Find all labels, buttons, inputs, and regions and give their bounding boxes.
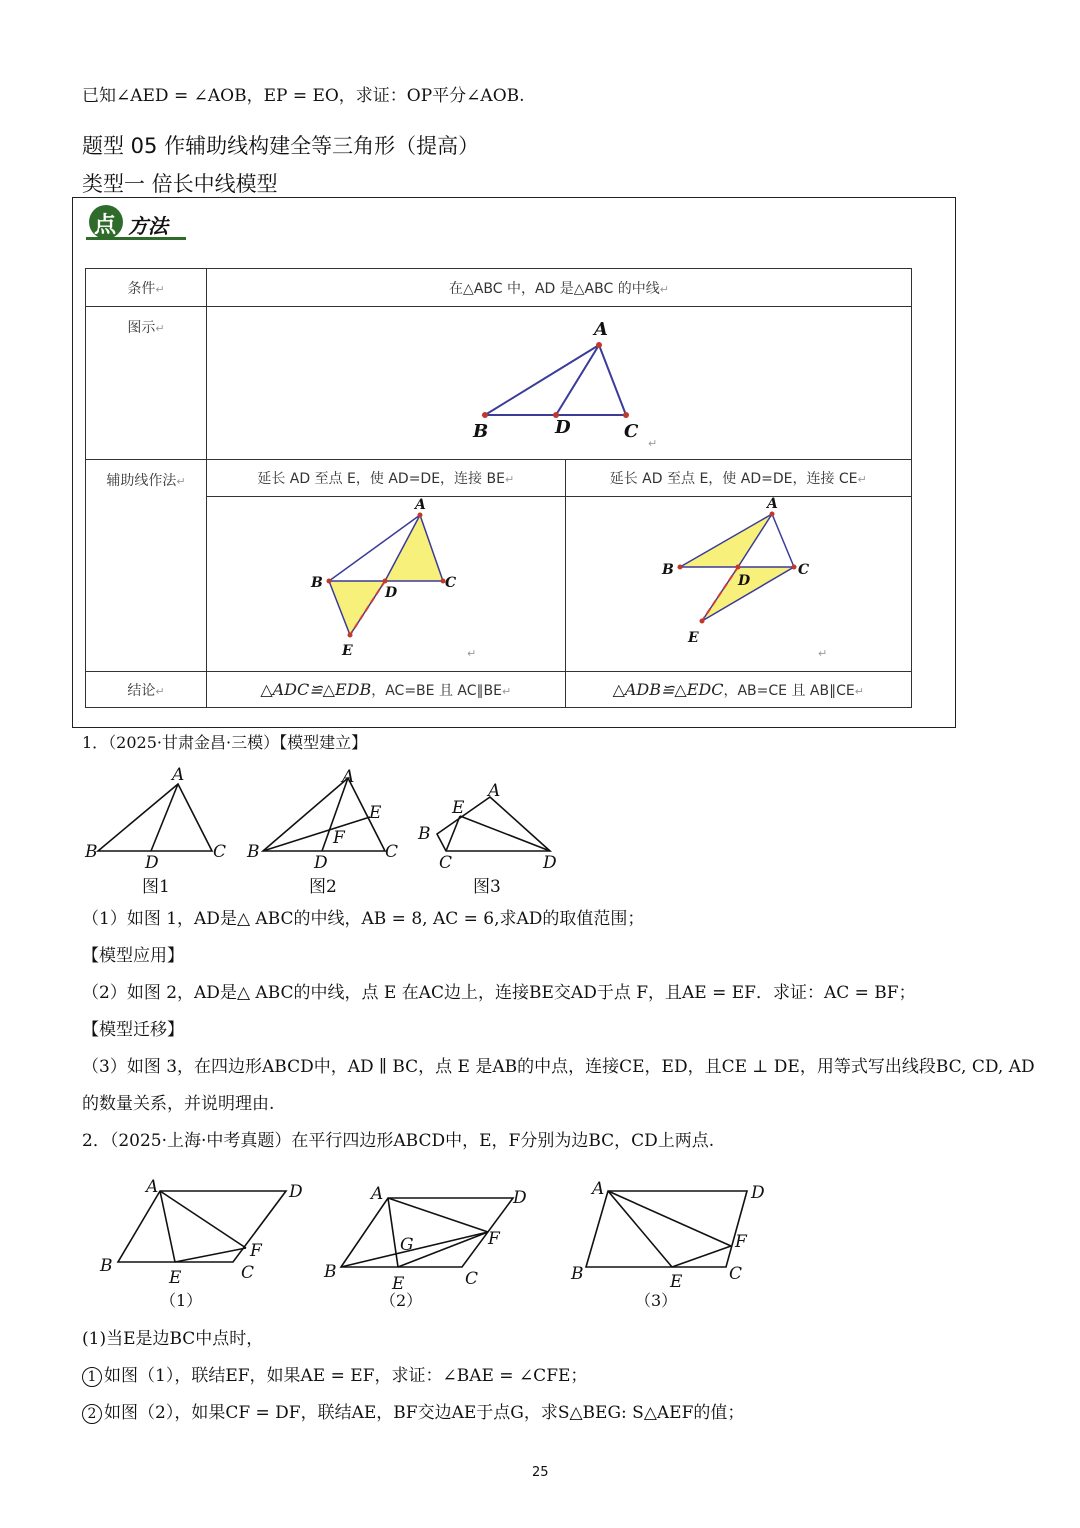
label-D: D — [543, 853, 557, 873]
row-label-figure: 图示↵ — [86, 307, 207, 460]
label-C: C — [385, 842, 399, 862]
conclusion-right: △ADB≌△EDC，AB=CE 且 AB∥CE↵ — [565, 672, 912, 708]
label-E: E — [169, 1268, 182, 1288]
q2-part1: (1)当E是边BC中点时， — [82, 1329, 264, 1349]
q1-part3-line2: 的数量关系，并说明理由. — [82, 1094, 275, 1114]
q1-figures — [80, 764, 570, 899]
figure-cell — [207, 307, 912, 460]
label-E: E — [392, 1274, 405, 1294]
label-D: D — [385, 585, 398, 601]
fig-caption: （2） — [380, 1291, 423, 1310]
fig-caption: 图1 — [142, 877, 170, 897]
label-A: A — [172, 765, 185, 785]
label-B: B — [418, 824, 431, 844]
q2-sub2: 2 如图（2），如果CF = DF，联结AE，BF交边AE于点G，求S△BEG: S△AEF的值； — [82, 1404, 744, 1424]
label-A: A — [371, 1184, 384, 1204]
label-G: G — [400, 1235, 414, 1255]
method-badge — [86, 203, 188, 243]
label-A: A — [146, 1177, 159, 1197]
aux-right-text: 延长 AD 至点 E，使 AD=DE，连接 CE↵ — [565, 460, 912, 497]
label-E: E — [342, 643, 353, 659]
q1-model-apply: 【模型应用】 — [82, 946, 184, 966]
label-E: E — [369, 803, 382, 823]
method-table — [85, 268, 912, 708]
label-D: D — [145, 853, 159, 873]
label-D: D — [289, 1182, 303, 1202]
label-A: A — [766, 497, 778, 512]
label-C: C — [241, 1263, 255, 1283]
fig-caption: 图3 — [473, 877, 501, 897]
label-C: C — [729, 1264, 743, 1284]
label-F: F — [250, 1241, 262, 1261]
q1-part1: （1）如图 1，AD是△ ABC的中线，AB = 8, AC = 6,求AD的取值范围； — [82, 909, 645, 929]
fig-caption: （3） — [635, 1291, 678, 1310]
label-F: F — [488, 1229, 500, 1249]
label-D: D — [555, 417, 571, 438]
label-C: C — [797, 562, 809, 578]
label-E: E — [452, 798, 465, 818]
aux-right-diagram — [566, 497, 910, 667]
aux-left-diagram — [207, 497, 563, 667]
label-C: C — [439, 853, 453, 873]
row-label-condition: 条件↵ — [86, 269, 207, 307]
conclusion-left: △ADC≌△EDB，AC=BE 且 AC∥BE↵ — [207, 672, 566, 708]
q2-header: 2．（2025·上海·中考真题）在平行四边形ABCD中，E，F分别为边BC，CD上两点. — [82, 1131, 715, 1151]
q2-figures — [90, 1170, 790, 1315]
label-C: C — [465, 1269, 479, 1289]
label-B: B — [661, 562, 674, 578]
condition-cell: 在△ABC 中，AD 是△ABC 的中线↵ — [207, 269, 912, 307]
fig-caption: （1） — [160, 1291, 203, 1310]
row-label-conclusion: 结论↵ — [86, 672, 207, 708]
aux-left-figure — [207, 497, 566, 672]
label-B: B — [85, 842, 98, 862]
label-D: D — [513, 1188, 527, 1208]
section-title: 题型 05 作辅助线构建全等三角形（提高） — [82, 134, 480, 158]
label-B: B — [324, 1262, 337, 1282]
label-A: A — [594, 319, 608, 340]
label-B: B — [100, 1256, 113, 1276]
aux-right-figure — [565, 497, 912, 672]
label-A: A — [342, 767, 355, 787]
label-B: B — [247, 842, 260, 862]
label-B: B — [311, 575, 323, 591]
svg-text:↵: ↵ — [648, 437, 658, 450]
label-D: D — [314, 853, 328, 873]
label-D: D — [737, 573, 750, 589]
label-D: D — [751, 1183, 765, 1203]
label-E: E — [687, 630, 699, 646]
q2-sub1: 1 如图（1），联结EF，如果AE = EF，求证：∠BAE = ∠CFE； — [82, 1367, 587, 1387]
label-C: C — [213, 842, 227, 862]
fig-caption: 图2 — [309, 877, 337, 897]
label-C: C — [445, 575, 457, 591]
page-number: 25 — [532, 1465, 549, 1480]
median-triangle-figure — [207, 307, 911, 455]
row-label-aux: 辅助线作法↵ — [86, 460, 207, 672]
label-B: B — [473, 421, 489, 442]
label-A: A — [592, 1179, 605, 1199]
q1-part3-line1: （3）如图 3，在四边形ABCD中，AD ∥ BC，点 E 是AB的中点，连接CE，ED，且CE ⊥ DE，用等式写出线段BC, CD, AD — [82, 1057, 1035, 1077]
label-E: E — [670, 1272, 683, 1292]
circled-two-icon: 2 — [82, 1404, 102, 1424]
label-A: A — [415, 497, 426, 513]
q1-model-transfer: 【模型迁移】 — [82, 1020, 184, 1040]
aux-left-text: 延长 AD 至点 E，使 AD=DE，连接 BE↵ — [207, 460, 566, 497]
label-B: B — [571, 1264, 584, 1284]
top-condition-line: 已知∠AED = ∠AOB，EP = EO，求证：OP平分∠AOB. — [82, 86, 525, 106]
q1-header: 1．（2025·甘肃金昌·三模）【模型建立】 — [82, 733, 368, 752]
label-F: F — [333, 828, 345, 848]
label-A: A — [488, 781, 501, 801]
badge-icon-char: 点 — [94, 213, 117, 238]
svg-text:↵: ↵ — [467, 647, 477, 660]
label-F: F — [735, 1232, 747, 1252]
svg-text:↵: ↵ — [817, 647, 827, 660]
circled-one-icon: 1 — [82, 1367, 102, 1387]
label-C: C — [624, 421, 639, 442]
badge-label: 方法 — [128, 214, 168, 238]
q1-part2: （2）如图 2，AD是△ ABC的中线，点 E 在AC边上，连接BE交AD于点 F，且AE = EF．求证：AC = BF； — [82, 983, 916, 1003]
subsection-title: 类型一 倍长中线模型 — [82, 172, 278, 196]
